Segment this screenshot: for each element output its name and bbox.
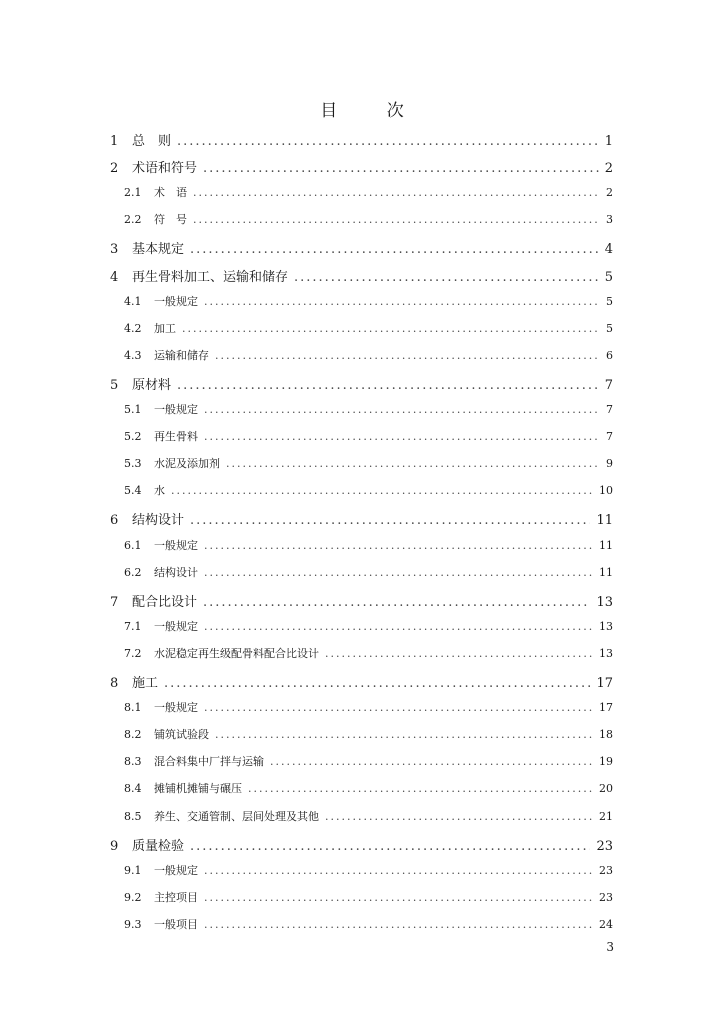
toc-entry-page: 1 <box>604 134 613 149</box>
dot-leader <box>204 539 593 552</box>
toc-entry-label: 养生、交通管制、层间处理及其他 <box>154 809 319 823</box>
toc-entry <box>110 374 613 393</box>
toc-entry <box>110 835 613 854</box>
toc-entry-number: 7.1 <box>124 619 142 633</box>
toc-entry-page: 3 <box>606 213 613 227</box>
toc-entry <box>110 672 613 691</box>
toc-entry-label: 施工 <box>132 676 159 691</box>
toc-entry-label: 总 则 <box>132 134 172 149</box>
toc-entry <box>124 482 613 498</box>
dot-leader <box>164 676 590 691</box>
dot-leader <box>193 186 600 199</box>
dot-leader <box>248 782 593 795</box>
toc-entry <box>124 862 613 878</box>
toc-entry-page: 18 <box>599 728 613 742</box>
toc-entry-number: 4.3 <box>124 348 142 362</box>
toc-entry <box>124 916 613 932</box>
toc-entry-page: 10 <box>599 484 613 498</box>
toc-entry <box>124 645 613 661</box>
dot-leader <box>204 295 600 308</box>
page-number: 3 <box>606 940 614 954</box>
dot-leader <box>204 620 593 633</box>
toc-entry-number: 5.2 <box>124 430 142 444</box>
toc-entry-page: 21 <box>599 809 613 823</box>
dot-leader <box>215 349 600 362</box>
toc-entry-page: 13 <box>596 594 613 610</box>
toc-entry-label: 加工 <box>154 321 176 335</box>
toc-entry <box>124 889 613 905</box>
toc-entry <box>110 130 613 149</box>
toc-entry-number: 8.1 <box>124 701 142 715</box>
toc-entry <box>124 455 613 471</box>
toc-entry-number: 8.3 <box>124 755 142 769</box>
toc-entry-number: 4.1 <box>124 294 142 308</box>
toc-entry <box>124 780 613 796</box>
toc-entry-page: 5 <box>604 269 613 285</box>
toc-entry-label: 主控项目 <box>154 890 198 904</box>
toc-entry-label: 摊铺机摊铺与碾压 <box>154 782 242 796</box>
toc-entry-label: 配合比设计 <box>132 594 198 610</box>
toc-entry-label: 质量检验 <box>132 838 185 854</box>
dot-leader <box>182 322 600 335</box>
toc-entry-number: 7 <box>110 594 119 610</box>
dot-leader <box>177 378 599 393</box>
toc-entry-page: 11 <box>599 538 613 552</box>
toc-entry-page: 5 <box>606 321 613 335</box>
toc-entry-page: 4 <box>604 242 613 258</box>
toc-entry-label: 符 号 <box>154 213 187 227</box>
toc-entry-page: 7 <box>606 403 613 416</box>
toc-entry <box>124 320 613 336</box>
toc-entry-label: 运输和储存 <box>154 348 209 362</box>
toc-entry-label: 铺筑试验段 <box>154 728 209 742</box>
dot-leader <box>204 403 600 416</box>
toc-entry <box>124 347 613 363</box>
toc-entry-number: 3 <box>110 242 119 258</box>
toc-entry-label: 术 语 <box>154 186 187 200</box>
dot-leader <box>190 242 599 257</box>
toc-entry-label: 结构设计 <box>154 565 198 579</box>
toc-entry-number: 8.4 <box>124 782 142 796</box>
toc-entry <box>124 699 613 715</box>
toc-entry-number: 6.2 <box>124 565 142 579</box>
toc-entry-number: 8.5 <box>124 809 142 823</box>
toc-entry-label: 基本规定 <box>132 242 185 258</box>
toc-title: 目 次 <box>320 101 426 121</box>
toc-entry <box>110 266 613 285</box>
toc-entry-label: 一般项目 <box>154 917 198 931</box>
toc-entry-number: 2.2 <box>124 213 142 227</box>
toc-entry-number: 4.2 <box>124 321 142 335</box>
toc-entry-page: 23 <box>596 838 613 854</box>
toc-entry <box>124 808 613 824</box>
toc-entry-page: 19 <box>599 755 613 769</box>
toc-entry-label: 一般规定 <box>154 403 198 416</box>
toc-entry <box>110 238 613 257</box>
toc-entry-page: 13 <box>599 646 613 660</box>
toc-entry-page: 7 <box>606 430 613 444</box>
toc-entry-label: 一般规定 <box>154 538 198 552</box>
toc-entry-label: 水泥及添加剂 <box>154 457 220 471</box>
dot-leader <box>204 891 593 904</box>
toc-entry-number: 8.2 <box>124 728 142 742</box>
toc-entry-number: 9.1 <box>124 863 142 877</box>
toc-entry-number: 5.3 <box>124 457 142 471</box>
dot-leader <box>190 513 590 528</box>
toc-entry <box>124 211 613 227</box>
dot-leader <box>204 918 593 931</box>
toc-entry-number: 2.1 <box>124 186 142 200</box>
toc-entry <box>124 564 613 580</box>
dot-leader <box>204 701 593 714</box>
toc-entry-number: 9 <box>110 838 119 854</box>
toc-entry-page: 9 <box>606 457 613 471</box>
dot-leader <box>325 647 593 660</box>
toc-entry-page: 11 <box>596 513 613 529</box>
toc-entry-page: 24 <box>599 917 613 931</box>
toc-entry-label: 混合料集中厂拌与运输 <box>154 755 264 769</box>
dot-leader <box>177 134 599 149</box>
toc-entry-label: 一般规定 <box>154 294 198 308</box>
dot-leader <box>203 161 599 176</box>
toc-entry-number: 5 <box>110 377 119 393</box>
toc-entry <box>124 401 613 417</box>
toc-entry <box>124 428 613 444</box>
toc-entry-label: 再生骨料加工、运输和储存 <box>132 269 289 285</box>
toc-entry-label: 一般规定 <box>154 701 198 715</box>
toc-entry <box>124 293 613 309</box>
toc-entry <box>110 509 613 528</box>
toc-entry-page: 2 <box>604 161 613 177</box>
toc-entry-page: 5 <box>606 294 613 308</box>
toc-entry-page: 11 <box>599 565 613 579</box>
toc-entry-page: 17 <box>599 701 613 715</box>
dot-leader <box>171 484 593 497</box>
toc-entry-label: 水泥稳定再生级配骨料配合比设计 <box>154 646 319 660</box>
toc-entry-number: 9.2 <box>124 890 142 904</box>
toc-entry-page: 23 <box>599 890 613 904</box>
toc-entry-number: 6.1 <box>124 538 142 552</box>
toc-entry-label: 原材料 <box>132 377 172 393</box>
toc-entry-number: 6 <box>110 513 119 529</box>
dot-leader <box>190 839 590 854</box>
toc-entry-number: 2 <box>110 161 119 177</box>
toc-entry-page: 6 <box>606 348 613 362</box>
toc-entry-number: 8 <box>110 676 119 691</box>
toc-entry-label: 术语和符号 <box>132 161 198 177</box>
dot-leader <box>325 810 593 823</box>
dot-leader <box>294 270 599 285</box>
dot-leader <box>226 457 600 470</box>
toc-entry-label: 再生骨料 <box>154 430 198 444</box>
toc-entry-page: 13 <box>599 619 613 633</box>
toc-entry-number: 4 <box>110 269 119 285</box>
dot-leader <box>215 728 593 741</box>
toc-entry-page: 17 <box>596 676 613 691</box>
toc-entry-number: 1 <box>110 134 119 149</box>
toc-entry-page: 7 <box>604 377 613 393</box>
toc-entry-label: 结构设计 <box>132 513 185 529</box>
toc-entry <box>110 591 613 610</box>
dot-leader <box>203 595 590 610</box>
dot-leader <box>204 864 593 877</box>
toc-entry-number: 7.2 <box>124 646 142 660</box>
toc-entry-label: 一般规定 <box>154 619 198 633</box>
toc-entry <box>124 726 613 742</box>
dot-leader <box>270 755 593 768</box>
toc-entry-label: 水 <box>154 484 165 498</box>
toc-entry <box>124 618 613 634</box>
toc-entry-page: 23 <box>599 863 613 877</box>
dot-leader <box>204 566 593 579</box>
toc-entry-number: 5.4 <box>124 484 142 498</box>
toc-entry <box>124 537 613 553</box>
toc-entry <box>124 184 613 200</box>
toc-entry-label: 一般规定 <box>154 863 198 877</box>
toc-entry-number: 5.1 <box>124 403 142 416</box>
toc-entry <box>124 753 613 769</box>
toc-entry-page: 20 <box>599 782 613 796</box>
dot-leader <box>204 430 600 443</box>
dot-leader <box>193 213 600 226</box>
toc-entry-number: 9.3 <box>124 917 142 931</box>
toc-entry <box>110 157 613 176</box>
toc-entry-page: 2 <box>606 186 613 200</box>
